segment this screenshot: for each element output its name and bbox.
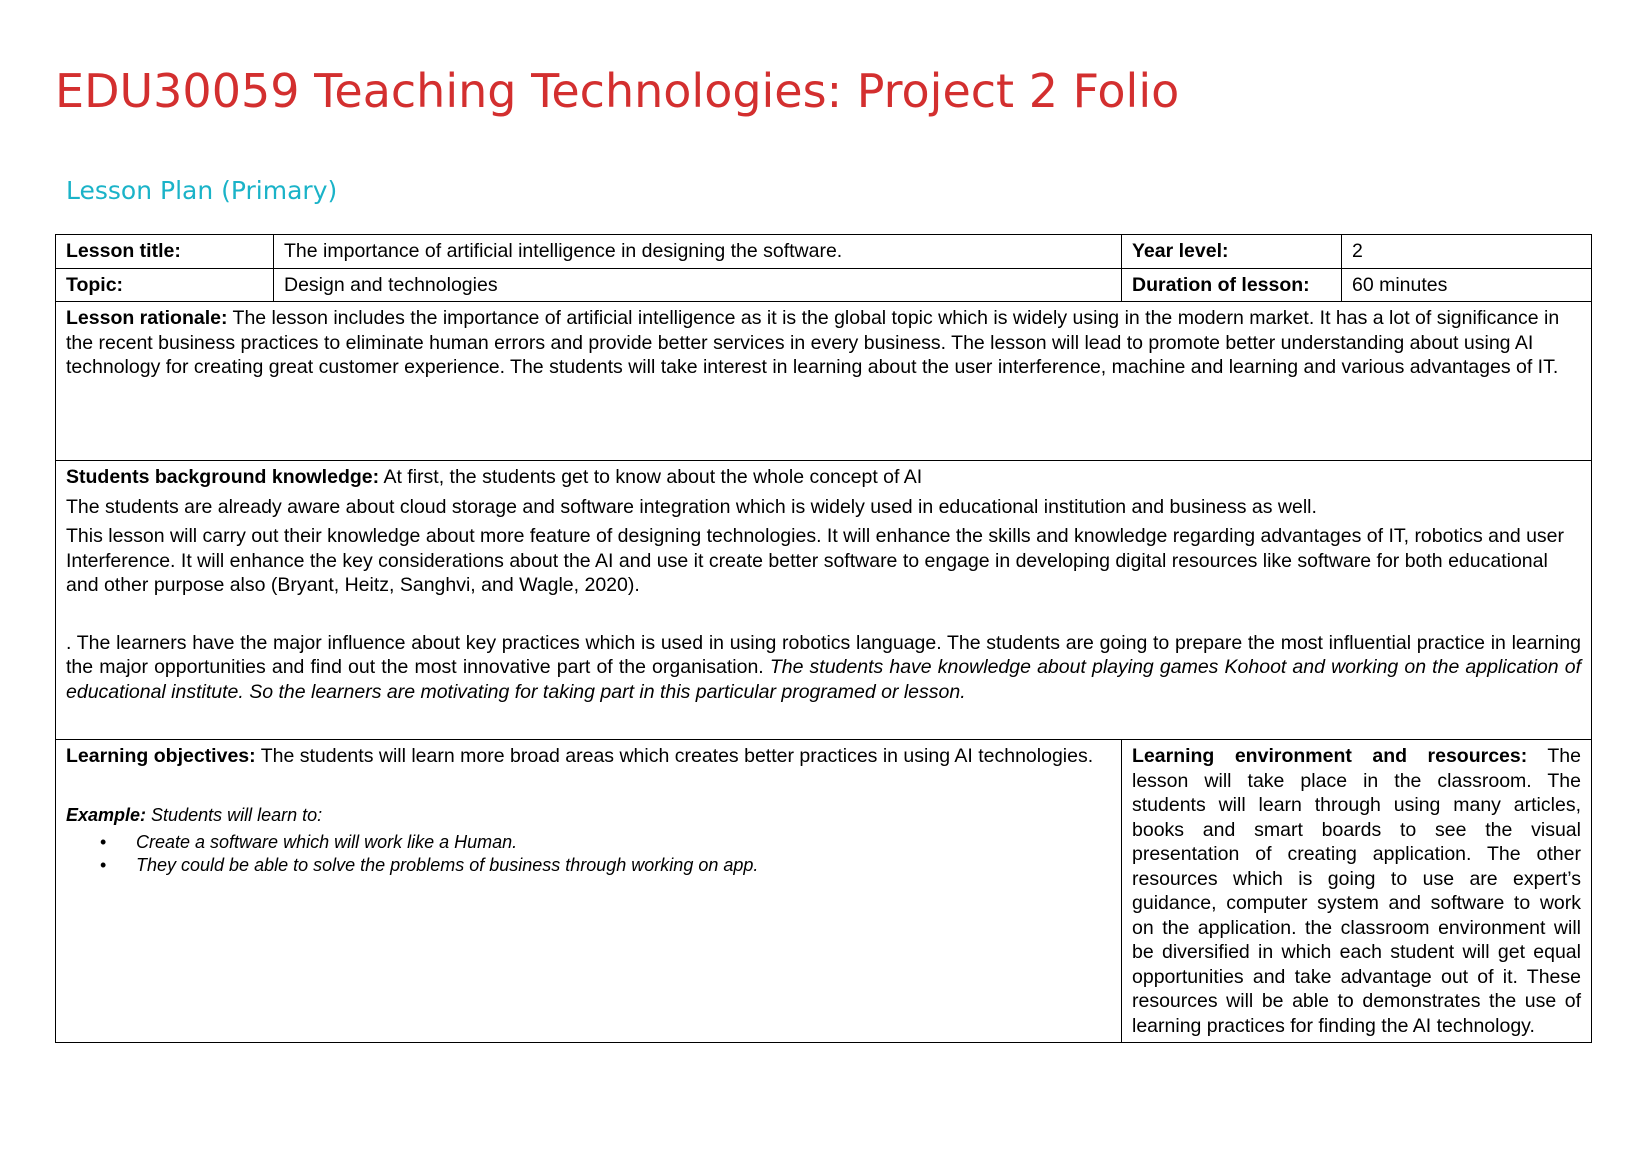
topic-value: Design and technologies [274,268,1122,302]
background-paragraph-4 [66,631,1581,705]
background-row [56,461,1592,740]
spacer [66,603,1581,631]
objectives-label: Learning objectives: [66,745,256,767]
objectives-cell [56,740,1122,1043]
environment-text: The lesson will take place in the classroom. The students will learn through using many articles, books and smart boards to see the visual presentation of creating application. The other resources which is going to use are expert’s guidance, computer system and software to work on the application. the classroom environment will be diversified in which each student will get equal opportunities and take advantage out of it. These resources will be able to demonstrates the use of learning practices for finding the AI technology. [1132,745,1581,1037]
lesson-plan-table [55,234,1592,1043]
duration-label: Duration of lesson: [1122,268,1342,302]
background-paragraph-2: The students are already aware about cloud storage and software integration which is widely used in educational institution and business as well. [66,495,1317,518]
lesson-title-label: Lesson title: [56,235,274,269]
objectives-environment-row [56,740,1592,1043]
objectives-text: The students will learn more broad areas which creates better practices in using AI technologies. [255,745,1094,767]
bullet-icon: • [100,854,107,875]
rationale-row [56,302,1592,461]
environment-cell [1122,740,1592,1043]
example-item: • They could be able to solve the problems of business through working on app. [100,854,759,875]
background-label: Students background knowledge: [66,466,380,488]
page-subtitle: Lesson Plan (Primary) [66,176,338,205]
topic-row [56,268,1592,302]
page-title: EDU30059 Teaching Technologies: Project 2 Folio [55,64,1180,118]
rationale-text: The lesson includes the importance of artificial intelligence as it is the global topic which is widely using in the modern market. It has a lot of significance in the recent business practices to eliminate human errors and provide better services in every business. The lesson will lead to promote better understanding about using AI technology for creating great customer experience. The students will take interest in learning about the user interference, machine and learning and various advantages of IT. [66,307,1560,378]
background-intro: At first, the students get to know about the whole concept of AI [379,466,923,488]
lesson-title-row [56,235,1592,269]
lesson-title-value: The importance of artificial intelligence in designing the software. [274,235,1122,269]
example-text: Students will learn to: [146,804,323,825]
example-label: Example: [66,804,147,825]
bullet-icon: • [100,831,107,852]
year-level-value: 2 [1342,235,1592,269]
example-list [66,831,1111,877]
background-p4-italic: The students have knowledge about playing games Kohoot and working on the application of educational institute. So the learners are motivating for taking part in this particular programed or lesson. [66,656,1581,703]
background-p4-normal: . The learners have the major influence about key practices which is used in using robotics language. The students are going to prepare the most influential practice in learning the major opportunities and find out the most innovative part of the organisation. [66,631,1581,678]
background-cell [56,461,1592,740]
spacer [66,769,1111,803]
year-level-label: Year level: [1122,235,1342,269]
rationale-label: Lesson rationale: [66,307,228,329]
duration-value: 60 minutes [1342,268,1592,302]
environment-label: Learning environment and resources: [1132,745,1528,767]
topic-label: Topic: [56,268,274,302]
background-paragraph-3: This lesson will carry out their knowledge about more feature of designing technologies. It will enhance the skills and knowledge regarding advantages of IT, robotics and user Interference. It will enhance the key considerations about the AI and use it create better software to engage in developing digital resources like software for both educational and other purpose also (Bryant, Heitz, Sanghvi, and Wagle, 2020). [66,525,1565,596]
example-item: • Create a software which will work like a Human. [100,831,518,852]
rationale-cell [56,302,1592,461]
